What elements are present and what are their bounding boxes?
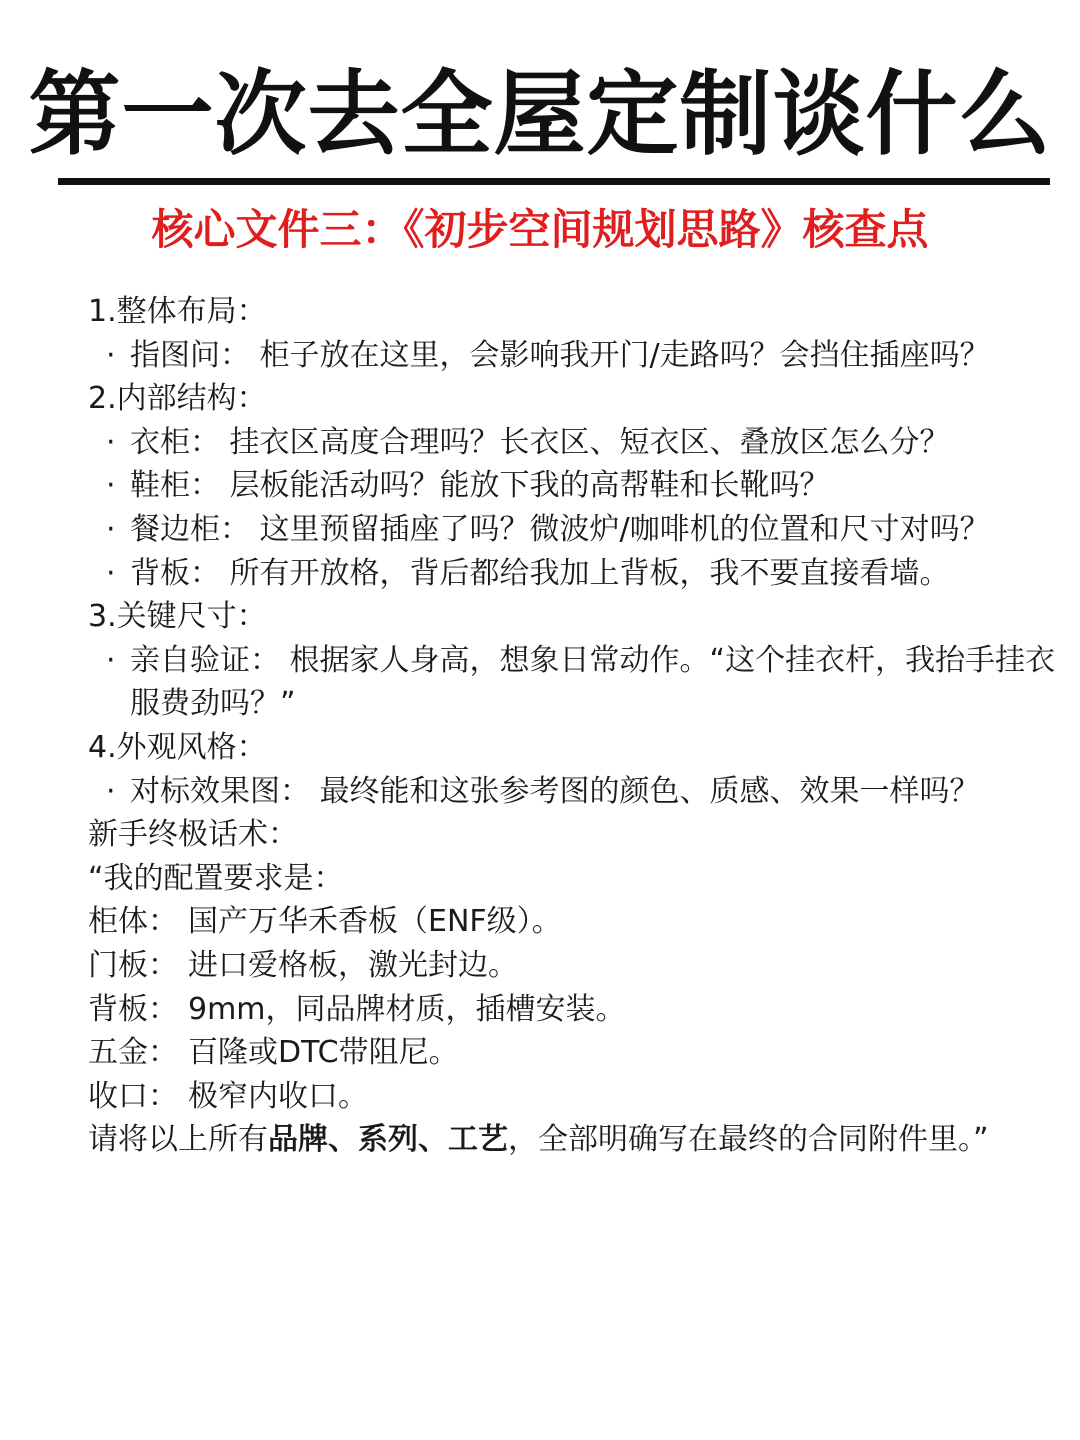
list-item xyxy=(88,334,1058,378)
item-text: 所有开放格，背后都给我加上背板，我不要直接看墙。 xyxy=(229,555,950,591)
spec-value: 国产万华禾香板（ENF级）。 xyxy=(188,904,562,940)
section-heading-structure: 2.内部结构： xyxy=(88,381,267,417)
bullet-dot: · xyxy=(106,511,116,547)
item-text: 这里预留插座了吗？微波炉/咖啡机的位置和尺寸对吗？ xyxy=(259,511,990,547)
page-title: 第一次去全屋定制谈什么 xyxy=(28,61,1052,168)
closing-suffix: ，全部明确写在最终的合同附件里。” xyxy=(508,1122,989,1158)
section-heading-layout: 1.整体布局： xyxy=(88,294,267,329)
spec-row xyxy=(88,900,1058,944)
list-item xyxy=(88,464,1058,508)
spec-row xyxy=(88,988,1058,1032)
spec-label: 柜体： xyxy=(88,904,178,940)
spec-value: 进口爱格板，激光封边。 xyxy=(188,947,518,983)
item-label: 指图问： xyxy=(130,337,250,373)
item-label: 餐边柜： xyxy=(130,511,250,547)
checklist-body xyxy=(88,290,1058,1162)
item-text: 最终能和这张参考图的颜色、质感、效果一样吗？ xyxy=(319,773,980,809)
section-heading-dimensions: 3.关键尺寸： xyxy=(88,599,267,635)
item-label: 亲自验证： xyxy=(130,642,280,678)
page-subtitle: 核心文件三：《初步空间规划思路》核查点 xyxy=(151,205,929,254)
item-label: 背板： xyxy=(130,555,220,591)
spec-value: 9mm，同品牌材质，插槽安装。 xyxy=(188,991,626,1027)
spec-row xyxy=(88,1031,1058,1075)
item-label: 对标效果图： xyxy=(130,773,310,809)
spec-label: 背板： xyxy=(88,991,178,1027)
bullet-dot: · xyxy=(106,337,116,373)
spec-label: 门板： xyxy=(88,947,178,983)
script-heading: 新手终极话术： xyxy=(88,817,298,853)
bullet-dot: · xyxy=(106,468,116,504)
list-item xyxy=(88,421,1058,465)
spec-label: 收口： xyxy=(88,1078,178,1114)
list-item xyxy=(88,552,1058,596)
spec-row xyxy=(88,944,1058,988)
bullet-dot: · xyxy=(106,642,116,678)
script-intro: “我的配置要求是： xyxy=(88,860,344,896)
list-item xyxy=(88,770,1058,814)
bullet-dot: · xyxy=(106,555,116,591)
closing-emphasis: 品牌、系列、工艺 xyxy=(268,1122,508,1158)
spec-value: 极窄内收口。 xyxy=(188,1078,368,1114)
item-text: 柜子放在这里，会影响我开门/走路吗？会挡住插座吗？ xyxy=(259,337,990,373)
item-text: 根据家人身高，想象日常动作。“这个挂衣杆，我抬手挂衣服费劲吗？” xyxy=(130,642,1056,722)
item-text: 挂衣区高度合理吗？长衣区、短衣区、叠放区怎么分？ xyxy=(229,424,950,460)
spec-label: 五金： xyxy=(88,1035,178,1071)
spec-row xyxy=(88,1075,1058,1119)
bullet-dot: · xyxy=(106,773,116,809)
closing-line xyxy=(88,1118,1058,1162)
title-divider xyxy=(58,178,1050,185)
item-label: 衣柜： xyxy=(130,424,220,460)
list-item xyxy=(88,508,1058,552)
item-label: 鞋柜： xyxy=(130,468,220,504)
item-text: 层板能活动吗？能放下我的高帮鞋和长靴吗？ xyxy=(229,468,830,504)
bullet-dot: · xyxy=(106,424,116,460)
spec-value: 百隆或DTC带阻尼。 xyxy=(188,1035,459,1071)
closing-prefix: 请将以上所有 xyxy=(88,1122,268,1158)
list-item xyxy=(88,639,1058,726)
section-heading-style: 4.外观风格： xyxy=(88,729,267,765)
